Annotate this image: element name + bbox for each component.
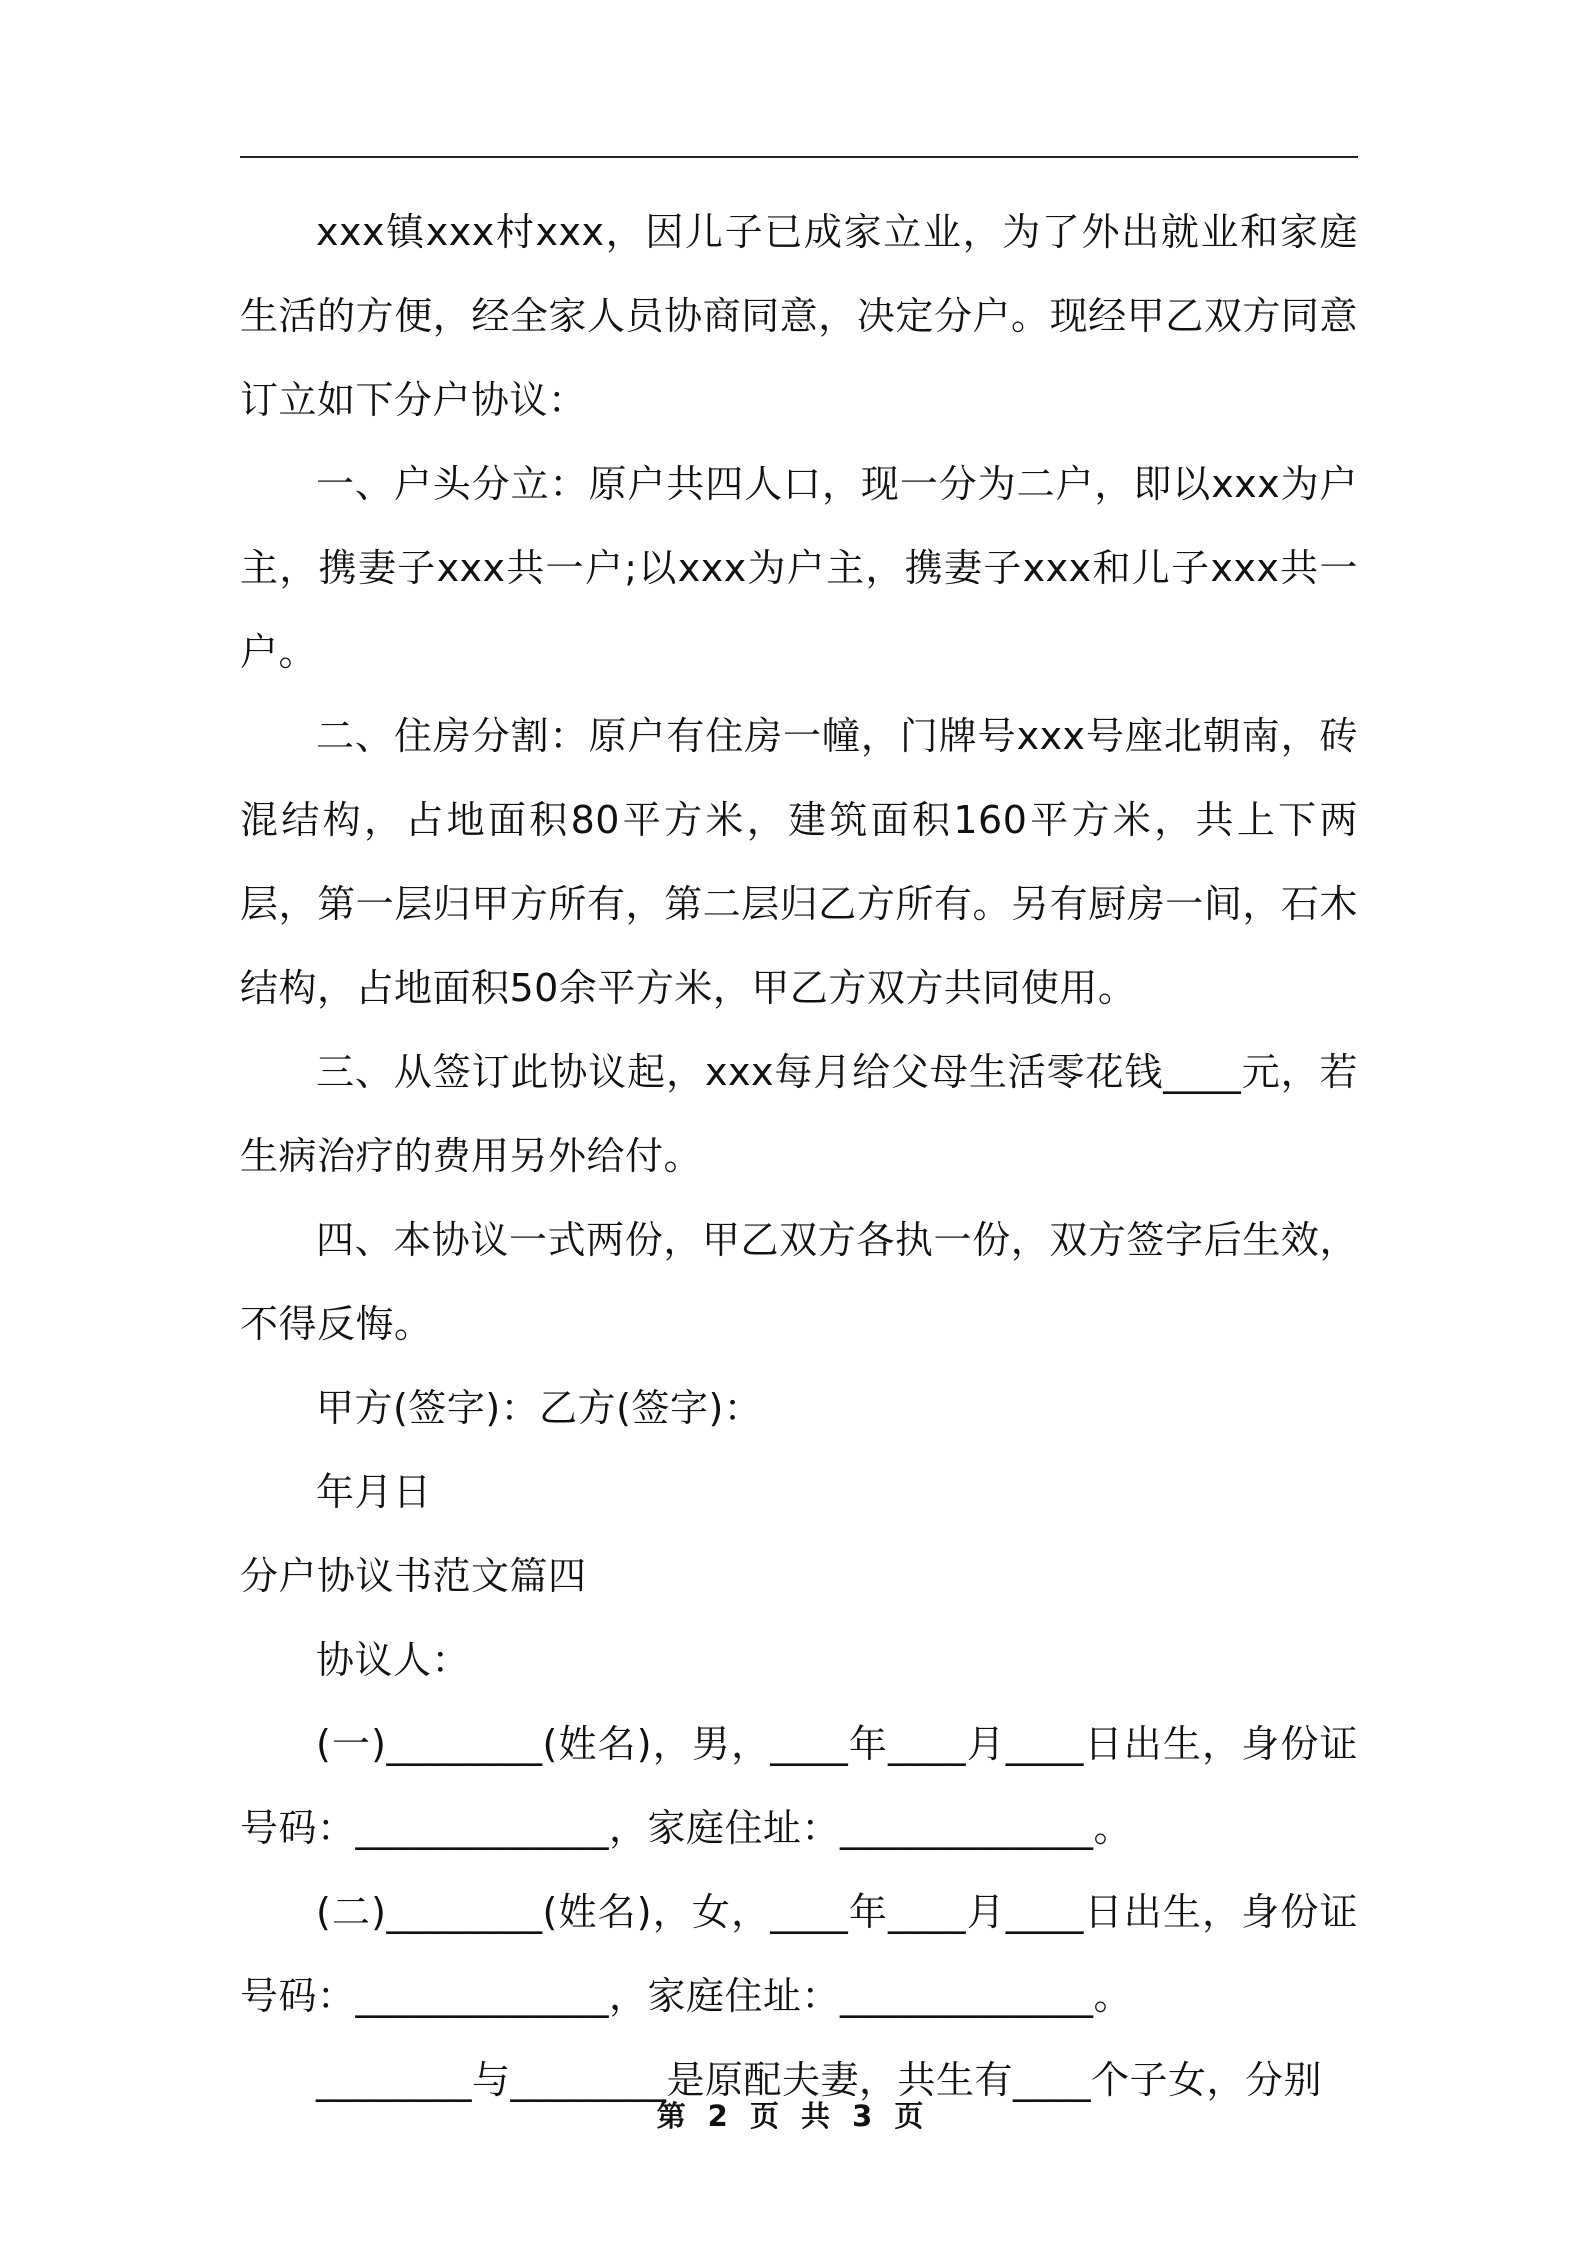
document-body <box>240 190 1358 2122</box>
header-divider <box>240 156 1358 158</box>
party-two-details: (二)________(姓名)，女，____年____月____日出生，身份证号码：_____________，家庭住址：_____________。 <box>240 1890 1358 2018</box>
page-number-footer: 第 2 页 共 3 页 <box>656 2099 930 2133</box>
section-heading: 分户协议书范文篇四 <box>240 1554 587 1598</box>
signature-line: 甲方(签字)：乙方(签字)： <box>316 1386 763 1430</box>
paragraph-clause-2: 二、住房分割：原户有住房一幢，门牌号xxx号座北朝南，砖混结构，占地面积80平方米，建筑面积160平方米，共上下两层，第一层归甲方所有，第二层归乙方所有。另有厨房一间，石木结构，占地面积50余平方米，甲乙方双方共同使用。 <box>240 714 1358 1010</box>
party-one-details: (一)________(姓名)，男，____年____月____日出生，身份证号码：_____________，家庭住址：_____________。 <box>240 1722 1358 1850</box>
paragraph-clause-3: 三、从签订此协议起，xxx每月给父母生活零花钱____元，若生病治疗的费用另外给付。 <box>240 1050 1358 1178</box>
paragraph-clause-4: 四、本协议一式两份，甲乙双方各执一份，双方签字后生效，不得反悔。 <box>240 1218 1358 1346</box>
parties-label: 协议人： <box>316 1638 471 1682</box>
paragraph-intro: xxx镇xxx村xxx，因儿子已成家立业，为了外出就业和家庭生活的方便，经全家人员协商同意，决定分户。现经甲乙双方同意订立如下分户协议： <box>240 210 1358 422</box>
paragraph-clause-1: 一、户头分立：原户共四人口，现一分为二户，即以xxx为户主，携妻子xxx共一户;以xxx为户主，携妻子xxx和儿子xxx共一户。 <box>240 462 1358 674</box>
date-line: 年月日 <box>316 1470 432 1514</box>
marriage-statement: ________与________是原配夫妻，共生有____个子女，分别 <box>316 2058 1323 2102</box>
